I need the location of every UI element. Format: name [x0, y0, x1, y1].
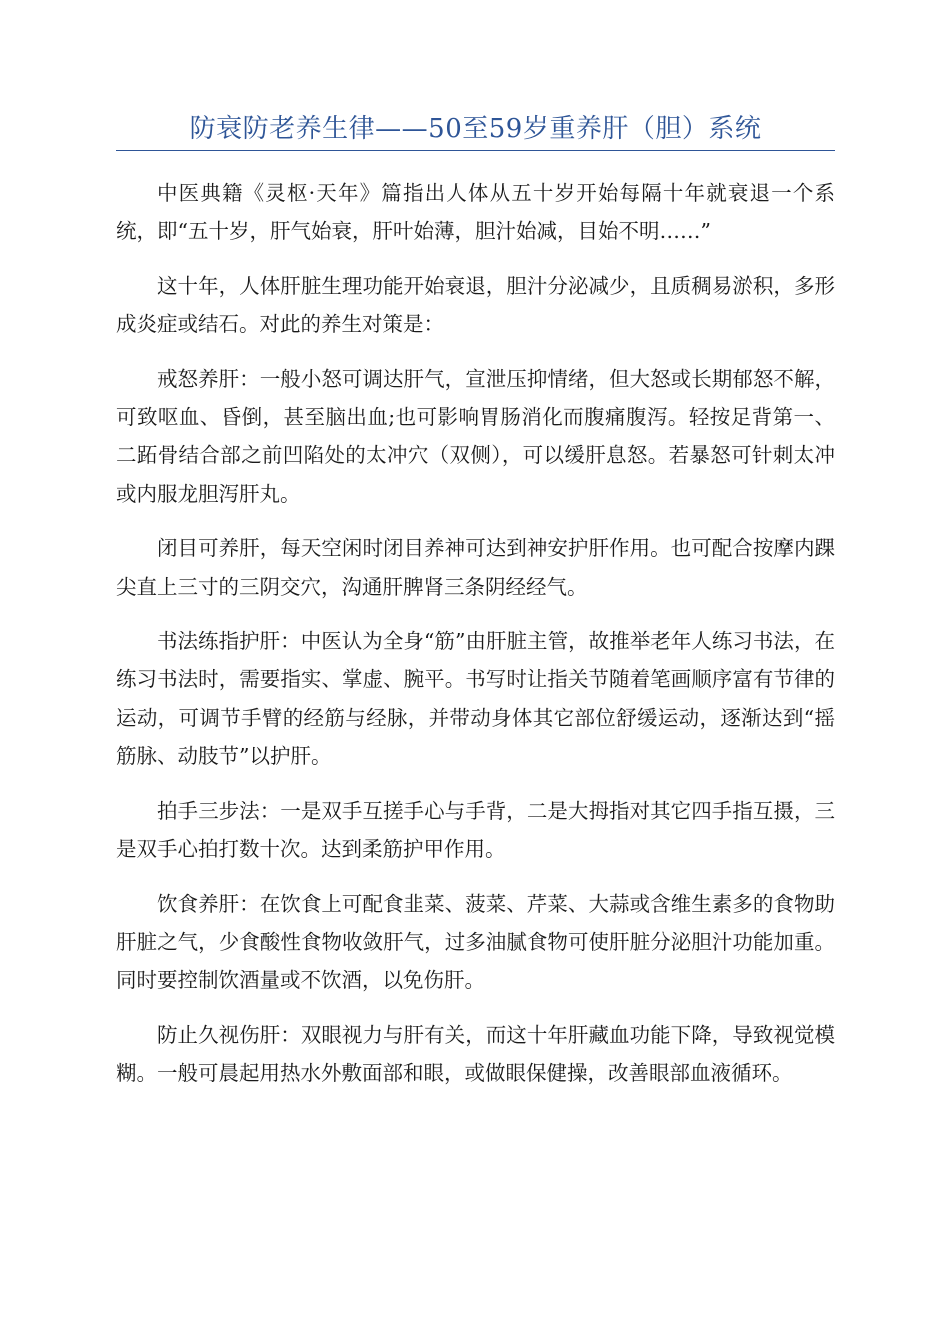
document-body: [116, 174, 835, 1109]
paragraph-intro: 中医典籍《灵枢·天年》篇指出人体从五十岁开始每隔十年就衰退一个系统，即“五十岁，肝气始衰，肝叶始薄，胆汁始减，目始不明……”: [116, 181, 835, 244]
paragraph-diet: 饮食养肝：在饮食上可配食韭菜、菠菜、芹菜、大蒜或含维生素多的食物助肝脏之气，少食酸性食物收敛肝气，过多油腻食物可使肝脏分泌胆汁功能加重。同时要控制饮酒量或不饮酒，以免伤肝。: [116, 891, 835, 993]
paragraph-close-eyes: 闭目可养肝，每天空闲时闭目养神可达到神安护肝作用。也可配合按摩内踝尖直上三寸的三阴交穴，沟通肝脾肾三条阴经经气。: [116, 536, 835, 599]
paragraph-anger: 戒怒养肝：一般小怒可调达肝气，宣泄压抑情绪，但大怒或长期郁怒不解，可致呕血、昏倒，甚至脑出血;也可影响胃肠消化而腹痛腹泻。轻按足背第一、二跖骨结合部之前凹陷处的太冲穴（双侧），可以缓肝息怒。若暴怒可针刺太冲或内服龙胆泻肝丸。: [116, 366, 835, 506]
document-title: 防衰防老养生律——50至59岁重养肝（胆）系统: [189, 114, 762, 144]
title-block: [116, 112, 835, 151]
paragraph-calligraphy: 书法练指护肝：中医认为全身“筋”由肝脏主管，故推举老年人练习书法，在练习书法时，需要指实、掌虚、腕平。书写时让指关节随着笔画顺序富有节律的运动，可调节手臂的经筋与经脉，并带动身体其它部位舒缓运动，逐渐达到“摇筋脉、动肢节”以护肝。: [116, 629, 835, 769]
paragraph-clapping: 拍手三步法：一是双手互搓手心与手背，二是大拇指对其它四手指互摄，三是双手心拍打数十次。达到柔筋护甲作用。: [116, 798, 835, 862]
paragraph-eyes: 防止久视伤肝：双眼视力与肝有关，而这十年肝藏血功能下降，导致视觉模糊。一般可晨起用热水外敷面部和眼，或做眼保健操，改善眼部血液循环。: [116, 1022, 835, 1086]
paragraph-decade: 这十年，人体肝脏生理功能开始衰退，胆汁分泌减少，且质稠易淤积，多形成炎症或结石。对此的养生对策是：: [116, 273, 835, 337]
